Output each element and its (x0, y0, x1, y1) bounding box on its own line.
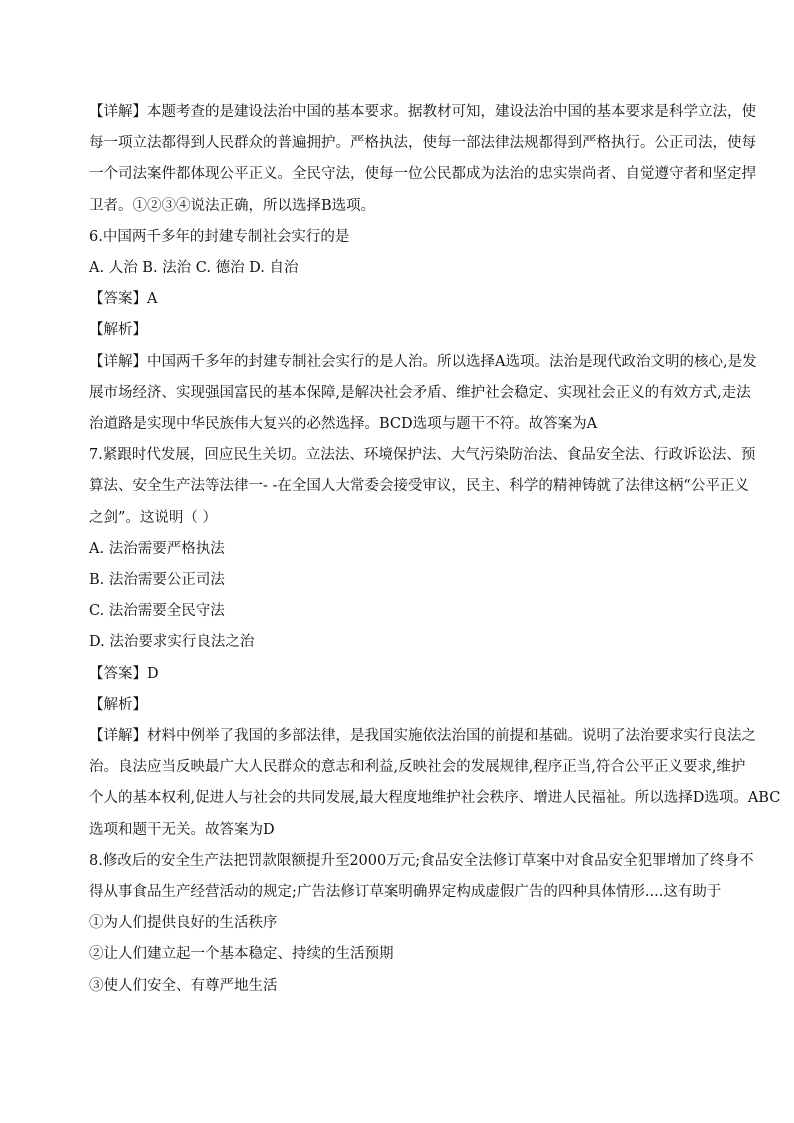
answer-label: 【答案】D (89, 665, 159, 682)
answer-label: 【答案】A (89, 291, 158, 308)
question-7-option-a: A. 法治需要严格执法 (89, 540, 225, 557)
question-7-stem: 7.紧跟时代发展，回应民生关切。立法法、环境保护法、大气污染防治法、食品安全法、行政诉讼法、预 (89, 447, 756, 464)
question-7-option-d: D. 法治要求实行良法之治 (89, 634, 255, 651)
question-8-stem: 得从事食品生产经营活动的规定;广告法修订草案明确界定构成虚假广告的四种具体情形....这有助于 (89, 884, 722, 901)
question-7-stem: 算法、安全生产法等法律一- -在全国人大常委会接受审议，民主、科学的精神铸就了法律这柄“公平正义 (89, 478, 749, 495)
text-line: 一个司法案件都体现公平正义。全民守法，使每一位公民都成为法治的忠实崇尚者、自觉遵守者和坚定捍 (89, 166, 756, 183)
text-line: 每一项立法都得到人民群众的普遍拥护。严格执法，使每一部法律法规都得到严格执行。公正司法，使每 (89, 135, 756, 152)
question-8-item-2: ②让人们建立起一个基本稳定、持续的生活预期 (89, 946, 394, 963)
question-7-option-b: B. 法治需要公正司法 (89, 572, 225, 589)
text-line: 卫者。①②③④说法正确，所以选择B选项。 (89, 197, 376, 214)
text-line: 【详解】中国两千多年的封建专制社会实行的是人治。所以选择A选项。法治是现代政治文明的核心,是发 (89, 353, 757, 370)
text-line: 选项和题干无关。故答案为D (89, 821, 275, 838)
question-8-item-1: ①为人们提供良好的生活秩序 (89, 915, 278, 932)
text-line: 展市场经济、实现强国富民的基本保障,是解决社会矛盾、维护社会稳定、实现社会正义的有效方式,走法 (89, 384, 751, 401)
question-8-stem: 8.修改后的安全生产法把罚款限额提升至2000万元;食品安全法修订草案中对食品安全犯罪增加了终身不 (89, 852, 754, 869)
text-line: 【详解】本题考查的是建设法治中国的基本要求。据教材可知，建设法治中国的基本要求是科学立法，使 (89, 104, 756, 120)
question-6-options: A. 人治 B. 法治 C. 德治 D. 自治 (89, 260, 299, 277)
question-7-stem: 之剑”。这说明（ ） (89, 509, 218, 526)
question-6-stem: 6.中国两千多年的封建专制社会实行的是 (89, 228, 350, 245)
analysis-label: 【解析】 (89, 696, 147, 713)
document-body (89, 97, 781, 1002)
question-7-option-c: C. 法治需要全民守法 (89, 603, 225, 620)
text-line: 治。良法应当反映最广大人民群众的意志和利益,反映社会的发展规律,程序正当,符合公平正义要求,维护 (89, 759, 746, 776)
text-line: 个人的基本权利,促进人与社会的共同发展,最大程度地维护社会秩序、增进人民福祉。所以选择D选项。ABC (89, 790, 781, 807)
question-8-item-3: ③使人们安全、有尊严地生活 (89, 977, 278, 994)
text-line: 【详解】材料中例举了我国的多部法律，是我国实施依法治国的前提和基础。说明了法治要求实行良法之 (89, 728, 756, 745)
analysis-label: 【解析】 (89, 322, 147, 339)
text-line: 治道路是实现中华民族伟大复兴的必然选择。BCD选项与题干不符。故答案为A (89, 416, 598, 433)
